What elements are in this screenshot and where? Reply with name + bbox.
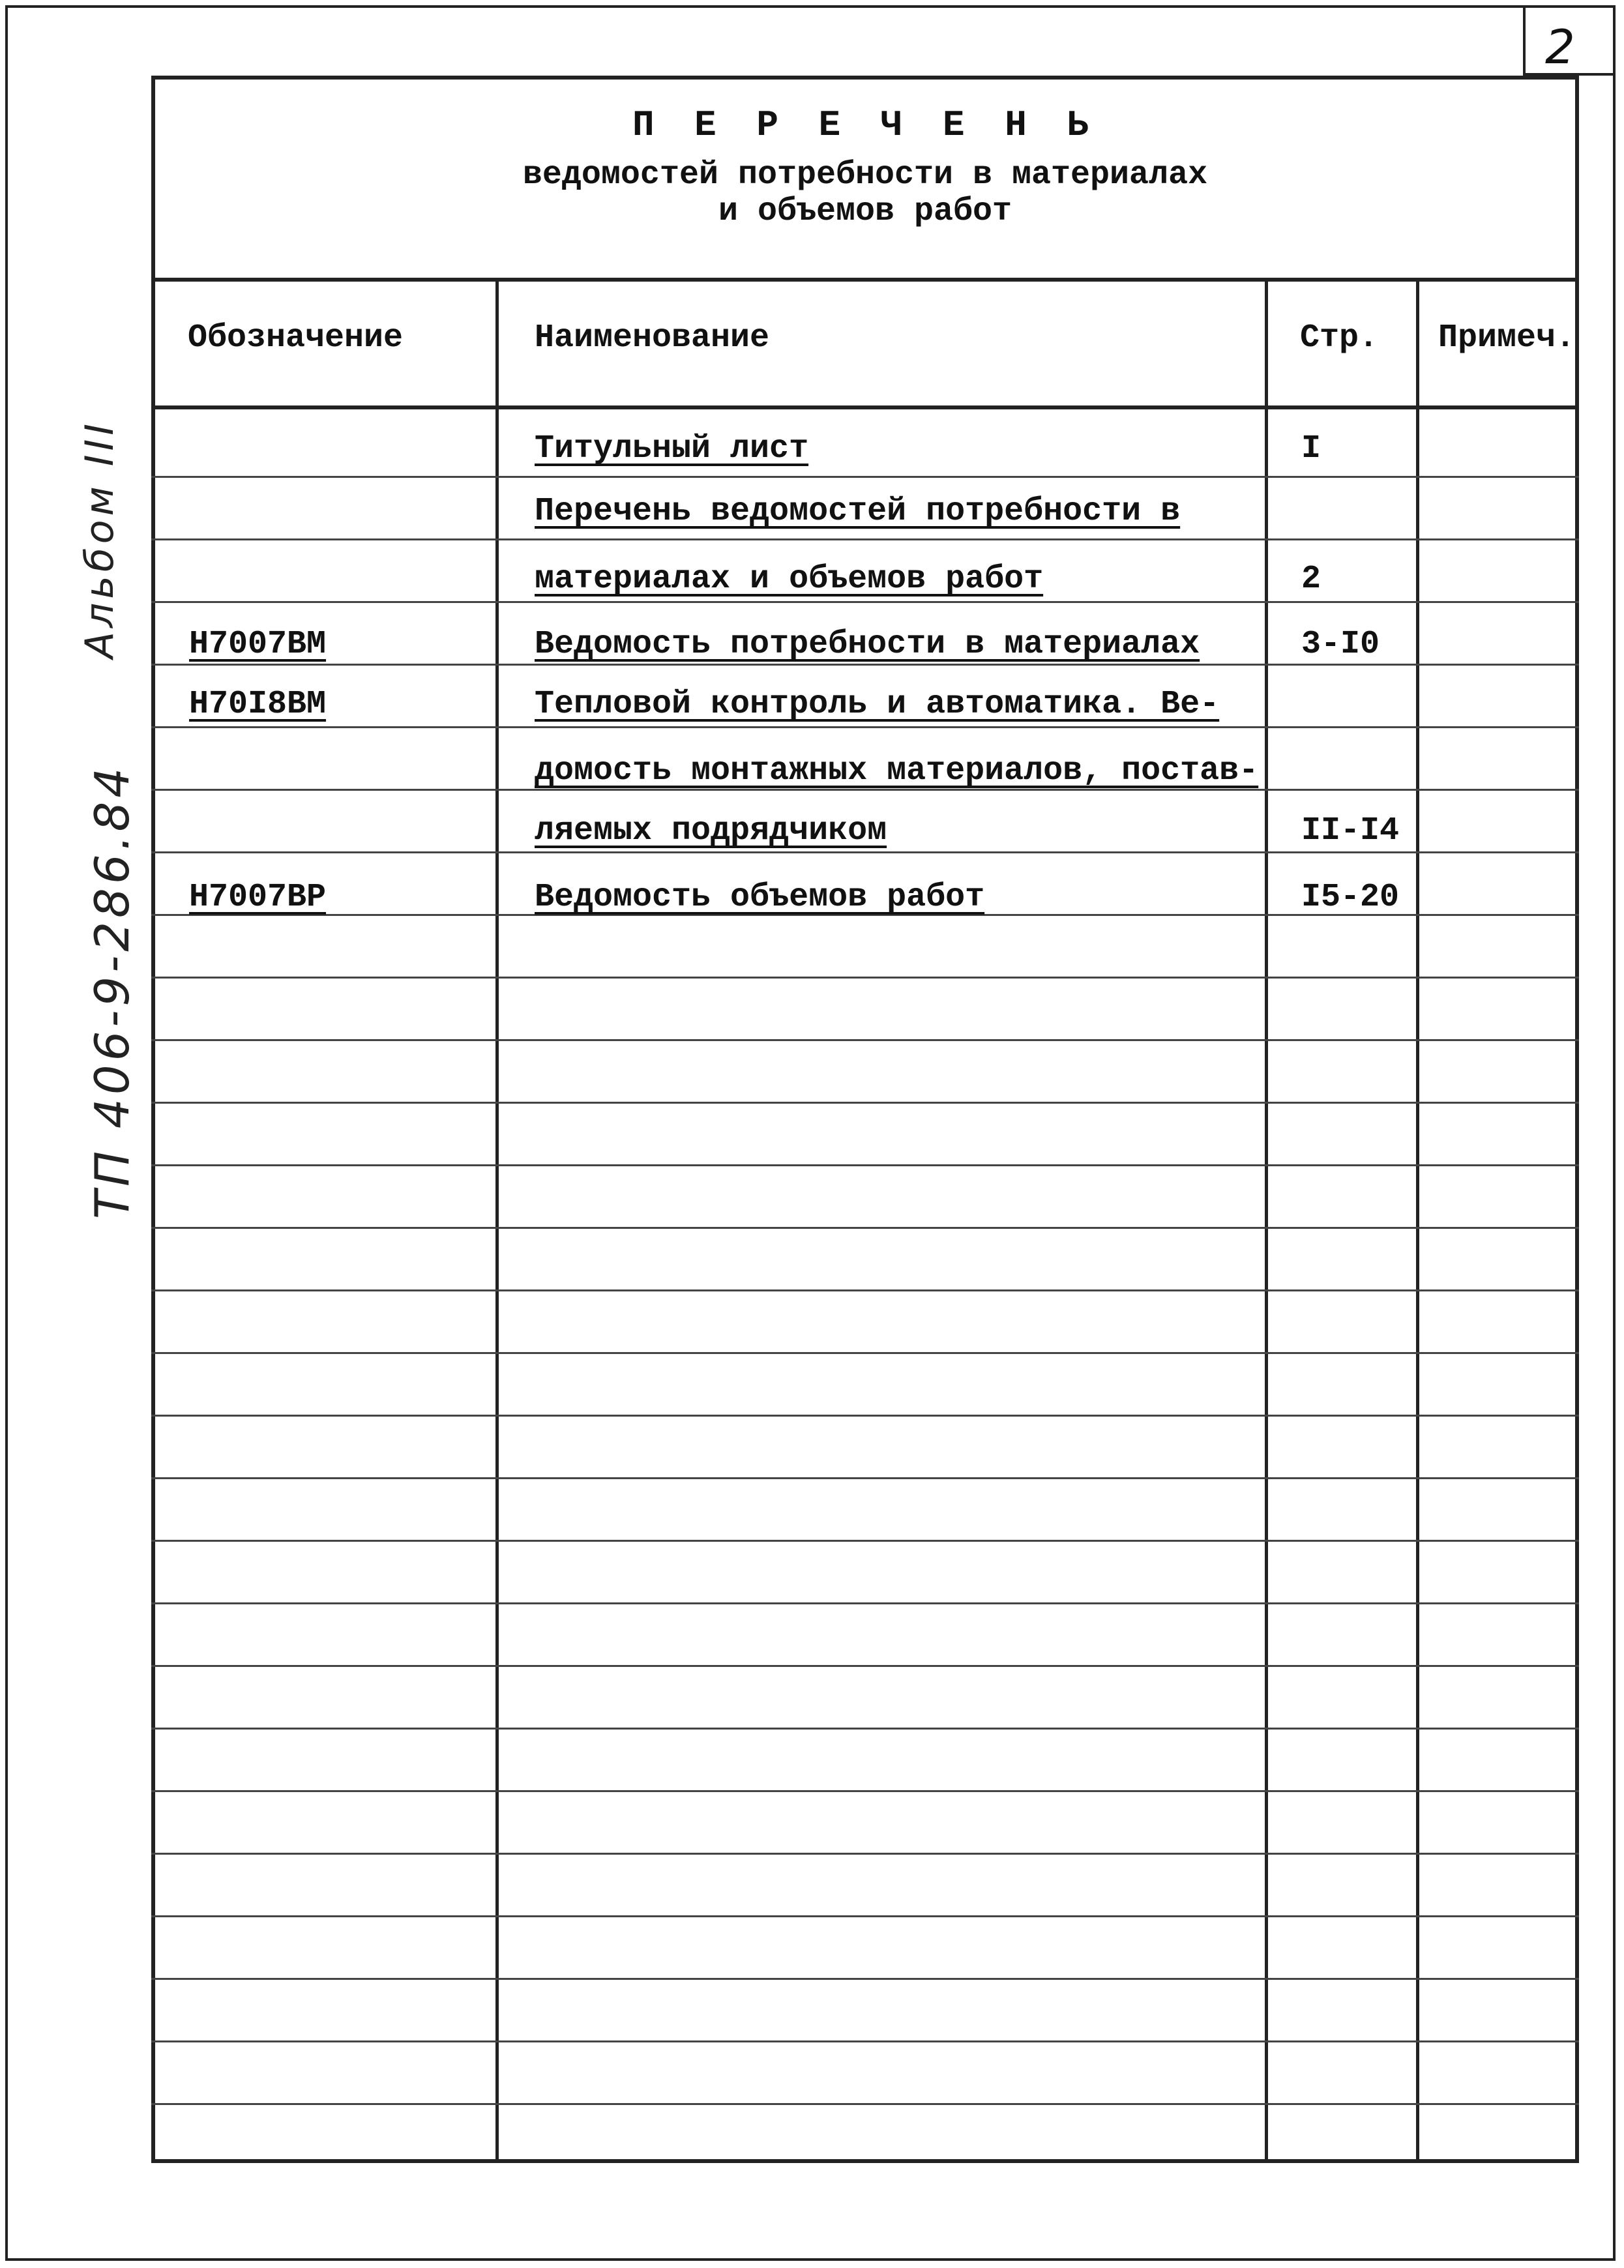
row-designation: Н70I8ВМ <box>189 686 327 723</box>
row-rule <box>151 1978 1579 1980</box>
row-rule <box>151 1665 1579 1667</box>
row-rule <box>151 1102 1579 1104</box>
row-rule <box>151 1790 1579 1792</box>
row-page: 2 <box>1301 561 1321 598</box>
row-rule <box>151 977 1579 979</box>
row-name: Тепловой контроль и автоматика. Ве- <box>535 686 1220 723</box>
row-name: материалах и объемов работ <box>535 561 1044 598</box>
row-name: ляемых подрядчиком <box>535 812 887 849</box>
project-code: ТП 406-9-286.84 <box>85 763 140 1219</box>
row-page: I5-20 <box>1301 879 1400 916</box>
row-rule <box>151 1602 1579 1604</box>
document-title: П Е Р Е Ч Е Н Ь <box>632 104 1099 146</box>
row-name: Ведомость объемов работ <box>535 879 985 916</box>
row-rule <box>151 1477 1579 1479</box>
row-rule <box>151 1039 1579 1041</box>
column-divider <box>495 278 499 2163</box>
row-rule <box>151 1289 1579 1291</box>
column-header-separator <box>151 405 1579 409</box>
row-rule <box>151 2040 1579 2042</box>
row-rule <box>151 538 1579 540</box>
row-rule <box>151 1227 1579 1229</box>
row-designation: Н7007ВМ <box>189 626 327 663</box>
row-rule <box>151 1540 1579 1542</box>
row-rule <box>151 664 1579 666</box>
row-rule <box>151 1415 1579 1417</box>
row-page: II-I4 <box>1301 812 1400 849</box>
column-header-name: Наименование <box>535 319 770 357</box>
album-label: Альбом III <box>77 420 123 658</box>
document-subtitle-line1: ведомостей потребности в материалах <box>522 156 1208 194</box>
column-divider <box>1416 278 1419 2163</box>
row-rule <box>151 726 1579 728</box>
table-frame <box>151 76 1579 2163</box>
row-page: 3-I0 <box>1301 626 1380 663</box>
row-rule <box>151 1728 1579 1730</box>
row-designation: Н7007ВР <box>189 879 327 916</box>
column-header-designation: Обозначение <box>188 319 404 357</box>
row-rule <box>151 1915 1579 1917</box>
row-name: Перечень ведомостей потребности в <box>535 493 1181 530</box>
row-rule <box>151 476 1579 478</box>
row-name: домость монтажных материалов, постав- <box>535 752 1259 789</box>
row-rule <box>151 1352 1579 1354</box>
column-header-page: Стр. <box>1300 319 1379 357</box>
row-rule <box>151 1853 1579 1855</box>
row-rule <box>151 1164 1579 1166</box>
row-rule <box>151 601 1579 603</box>
row-name: Титульный лист <box>535 430 809 467</box>
column-header-note: Примеч. <box>1438 319 1576 357</box>
page-number: 2 <box>1545 20 1575 74</box>
row-rule <box>151 851 1579 853</box>
row-page: I <box>1301 430 1321 467</box>
document-subtitle-line2: и объемов работ <box>718 193 1012 230</box>
column-divider <box>1265 278 1268 2163</box>
header-separator <box>151 278 1579 282</box>
row-rule <box>151 2103 1579 2105</box>
row-name: Ведомость потребности в материалах <box>535 626 1200 663</box>
